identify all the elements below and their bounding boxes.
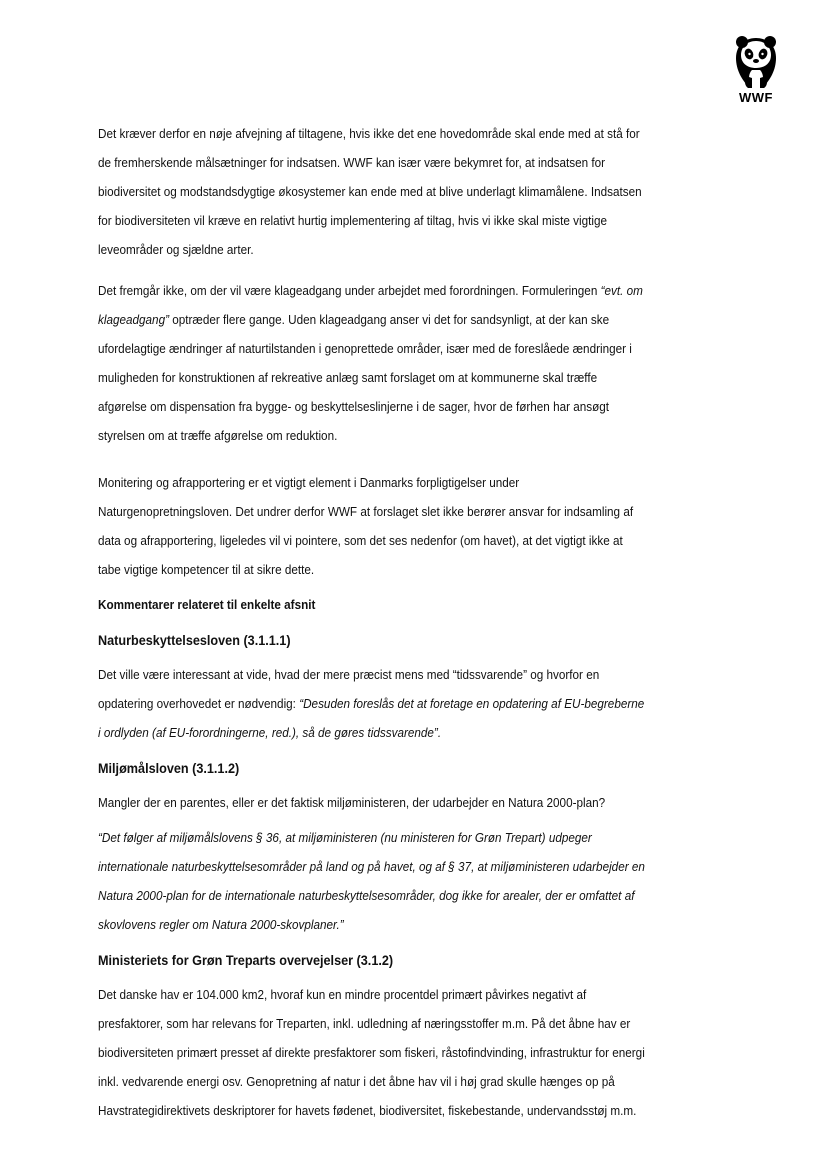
paragraph: Monitering og afrapportering er et vigtigt element i Danmarks forpligtigelser under Naturgenopretningsloven. Det undrer derfor WWF at forslaget slet ikke berører ansvar for indsamling af data og afrapportering, ligeledes vil vi pointere, som det ses nedenfor (om havet), at det vigtigt ikke at tabe vigtige kompetencer til at sikre dette. <box>98 476 634 577</box>
subsection-heading: Naturbeskyttelsesloven (3.1.1.1) <box>98 633 291 648</box>
paragraph <box>98 824 649 940</box>
subsection-heading: Ministeriets for Grøn Treparts overvejelser (3.1.2) <box>98 953 394 968</box>
panda-icon <box>728 32 784 90</box>
paragraph: Det kræver derfor en nøje afvejning af tiltagene, hvis ikke det ene hovedområde skal ende med at stå for de fremherskende målsætninger for indsatsen. WWF kan især være bekymret for, at indsatsen for biodiversitet og modstandsdygtige økosystemer kan ende med at blive underlagt klimamålene. Indsatsen for biodiversiteten vil kræve en relativt hurtig implementering af tiltag, hvis vi ikke skal miste vigtige leveområder og sjældne arter. <box>98 127 642 257</box>
paragraph: Det fremgår ikke, om der vil være klageadgang under arbejdet med forordningen. Formuleringen “evt. om klageadgang” optræder flere gange. Uden klageadgang anser vi det for sandsynligt, at der kan ske ufordelagtige ændringer af naturtilstanden i genoprettede områder, især med de foreslåede ændringer i muligheden for konstruktionen af rekreative anlæg samt forslaget om at kommunerne skal træffe afgørelse om dispensation fra bygge- og beskyttelseslinjerne i de sager, hvor de førhen har ansøgt styrelsen om at træffe afgørelse om reduktion. <box>98 284 643 443</box>
wwf-logo <box>728 32 784 106</box>
section-heading: Kommentarer relateret til enkelte afsnit <box>98 598 316 612</box>
quote: “evt. om klageadgang” <box>98 284 643 327</box>
subsection-heading: Miljømålsloven (3.1.1.2) <box>98 761 240 776</box>
logo-text: WWF <box>739 90 773 105</box>
paragraph: Det ville være interessant at vide, hvad der mere præcist mens med “tidssvarende” og hvorfor en opdatering overhovedet er nødvendig: “Desuden foreslås det at foretage en opdatering af EU-begreberne i ordlyden (af EU-forordningerne, red.), så de gøres tidssvarende”. <box>98 668 645 740</box>
quote: “Det følger af miljømålslovens § 36, at miljøministeren (nu ministeren for Grøn Trepart) udpeger internationale naturbeskyttelsesområder på land og på havet, og af § 37, at miljøministeren udarbejder en Natura 2000-plan for de internationale naturbeskyttelsesområder, dog ikke for arealer, der er omfattet af skovlovens regler om Natura 2000-skovplaner.” <box>98 831 645 932</box>
paragraph: Mangler der en parentes, eller er det faktisk miljøministeren, der udarbejder en Natura 2000-plan? <box>98 796 606 810</box>
paragraph: Det danske hav er 104.000 km2, hvoraf kun en mindre procentdel primært påvirkes negativt af presfaktorer, som har relevans for Treparten, inkl. udledning af næringsstoffer m.m. På det åbne hav er biodiversiteten primært presset af direkte presfaktorer som fiskeri, råstofindvinding, infrastruktur for energi inkl. vedvarende energi osv. Genopretning af natur i det åbne hav vil i høj grad skulle hænges op på Havstrategidirektivets deskriptorer for havets fødenet, biodiversitet, fiskebestande, undervandsstøj m.m. <box>98 988 645 1118</box>
document-body <box>98 120 649 1126</box>
quote: “Desuden foreslås det at foretage en opdatering af EU-begreberne i ordlyden (af EU-forordningerne, red.), så de gøres tidssvarende”. <box>98 697 645 740</box>
